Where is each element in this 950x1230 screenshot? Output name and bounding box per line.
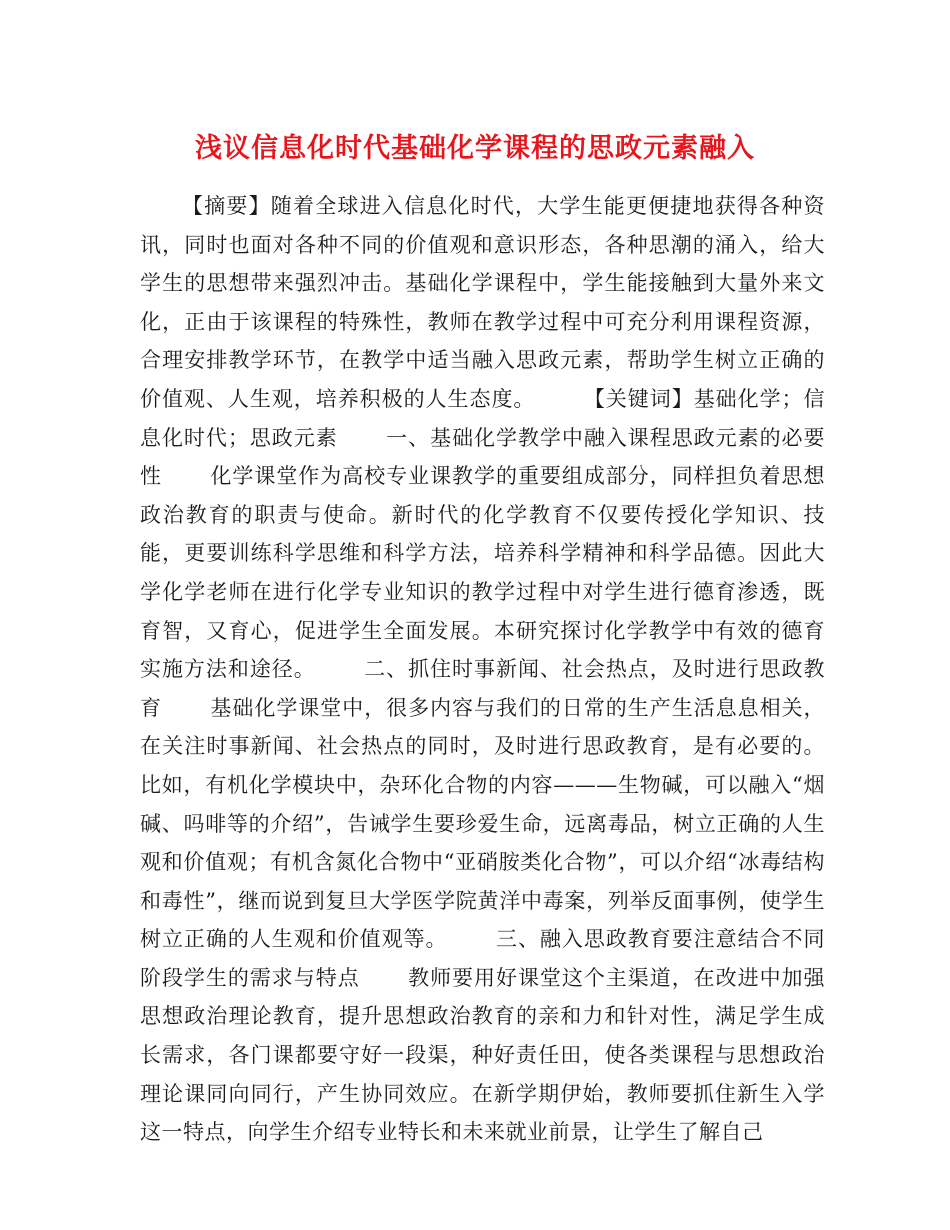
document-body — [140, 187, 825, 1152]
section-1-text: 化学课堂作为高校专业课教学的重要组成部分，同样担负着思想政治教育的职责与使命。新时代的化学教育不仅要传授化学知识、技能，更要训练科学思维和科学方法，培养科学精神和科学品德。因此大学化学老师在进行化学专业知识的教学过程中对学生进行德育渗透，既育智，又育心，促进学生全面发展。本研究探讨化学教学中有效的德育实施方法和途径。 — [140, 464, 826, 682]
section-2-text: 基础化学课堂中，很多内容与我们的日常的生产生活息息相关，在关注时事新闻、社会热点的同时，及时进行思政教育，是有必要的。比如，有机化学模块中，杂环化合物的内容———生物碱，可以融入“烟碱、吗啡等的介绍”，告诫学生要珍爱生命，远离毒品，树立正确的人生观和价值观；有机含氮化合物中“亚硝胺类化合物”，可以介绍“冰毒结构和毒性”，继而说到复旦大学医学院黄洋中毒案，列举反面事例，使学生树立正确的人生观和价值观等。 — [140, 695, 826, 952]
section-3-text: 教师要用好课堂这个主渠道，在改进中加强思想政治理论教育，提升思想政治教育的亲和力和针对性，满足学生成长需求，各门课都要守好一段渠，种好责任田，使各类课程与思想政治理论课同向同行，产生协同效应。在新学期伊始，教师要抓住新生入学这一特点，向学生介绍专业特长和未来就业前景，让学生了解自己 — [140, 965, 825, 1145]
abstract-label: 【摘要】 — [182, 194, 271, 218]
document-title: 浅议信息化时代基础化学课程的思政元素融入 — [195, 133, 755, 164]
keywords-label: 【关键词】 — [583, 386, 694, 411]
abstract-text: 随着全球进入信息化时代，大学生能更便捷地获得各种资讯，同时也面对各种不同的价值观和意识形态，各种思潮的涌入，给大学生的思想带来强烈冲击。基础化学课程中，学生能接触到大量外来文化，正由于该课程的特殊性，教师在教学过程中可充分利用课程资源，合理安排教学环节，在教学中适当融入思政元素，帮助学生树立正确的价值观、人生观，培养积极的人生态度。 — [140, 194, 826, 411]
section-3-heading: 三、融入思政教育要注意结合不同阶段学生的需求与特点 — [140, 927, 826, 990]
keywords-text: 基础化学；信息化时代；思政元素 — [140, 386, 826, 450]
section-2-heading: 二、抓住时事新闻、社会热点，及时进行思政教育 — [140, 657, 826, 720]
section-1-heading: 一、基础化学教学中融入课程思政元素的必要性 — [140, 425, 826, 489]
